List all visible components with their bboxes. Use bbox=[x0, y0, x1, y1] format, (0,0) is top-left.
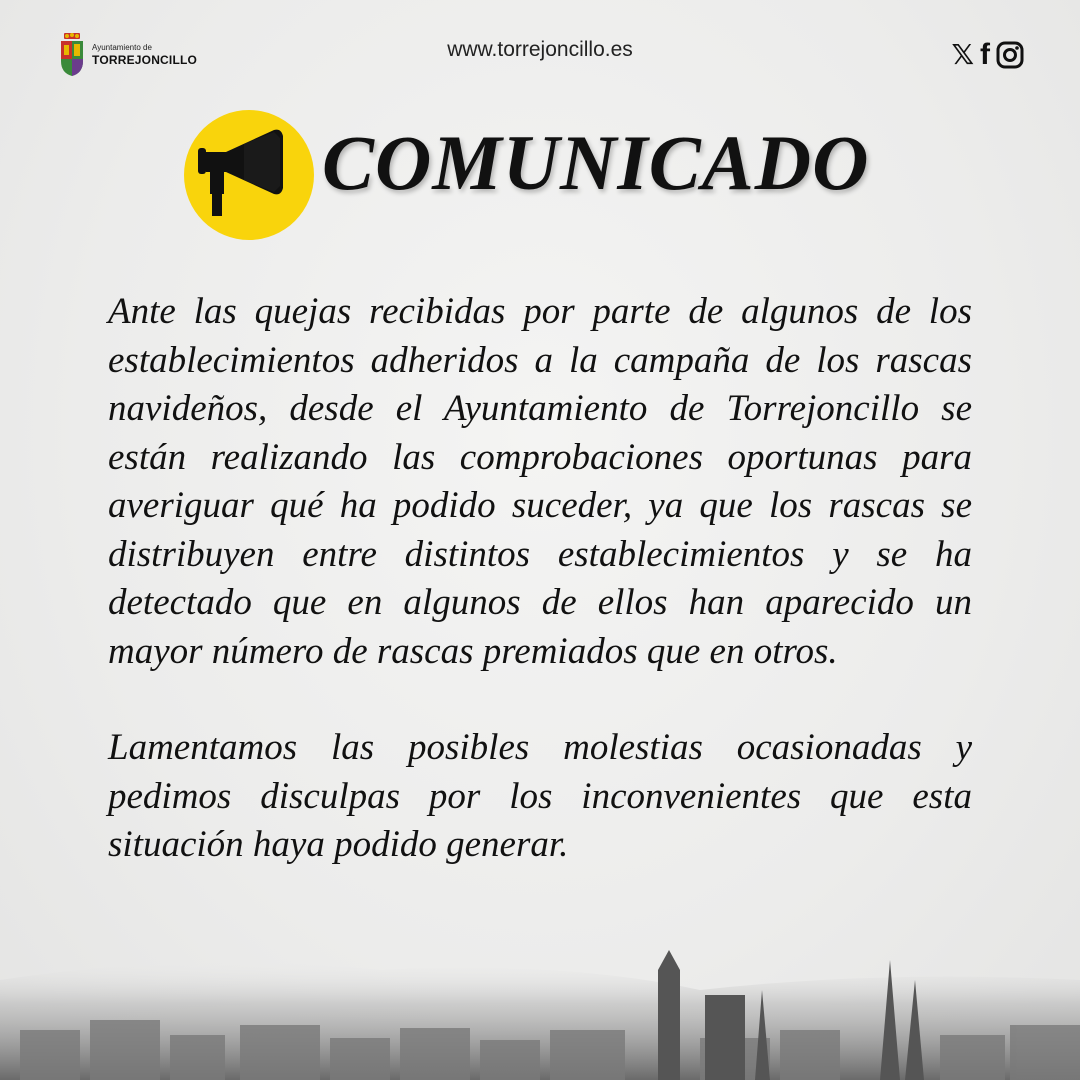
website-link[interactable]: www.torrejoncillo.es bbox=[447, 38, 633, 61]
announcement-paragraph-1: Ante las quejas recibidas por parte de algunos de los establecimientos adheridos a la campaña de los rascas navideños, desde el Ayuntamiento de Torrejoncillo se están realizando las comprobaciones oportunas para averiguar qué ha podido suceder, ya que los rascas se distribuyen entre distintos establecimientos y se ha detectado que en algunos de ellos han aparecido un mayor número de rascas premiados que en otros. bbox=[108, 291, 972, 672]
instagram-icon[interactable] bbox=[996, 41, 1024, 69]
megaphone-badge bbox=[184, 110, 314, 240]
announcement-paragraph-2: Lamentamos las posibles molestias ocasionadas y pedimos disculpas por los inconvenientes que esta situación haya podido generar. bbox=[108, 727, 972, 865]
announcement-body bbox=[108, 288, 972, 870]
page-title: COMUNICADO bbox=[322, 119, 870, 206]
logo-subtitle: Ayuntamiento de bbox=[92, 43, 152, 52]
social-links bbox=[951, 40, 1024, 70]
town-photo bbox=[0, 920, 1080, 1080]
megaphone-icon bbox=[184, 110, 314, 240]
facebook-icon[interactable]: f bbox=[980, 38, 990, 71]
logo-title: TORREJONCILLO bbox=[92, 53, 198, 67]
x-icon[interactable]: 𝕏 bbox=[951, 38, 974, 71]
